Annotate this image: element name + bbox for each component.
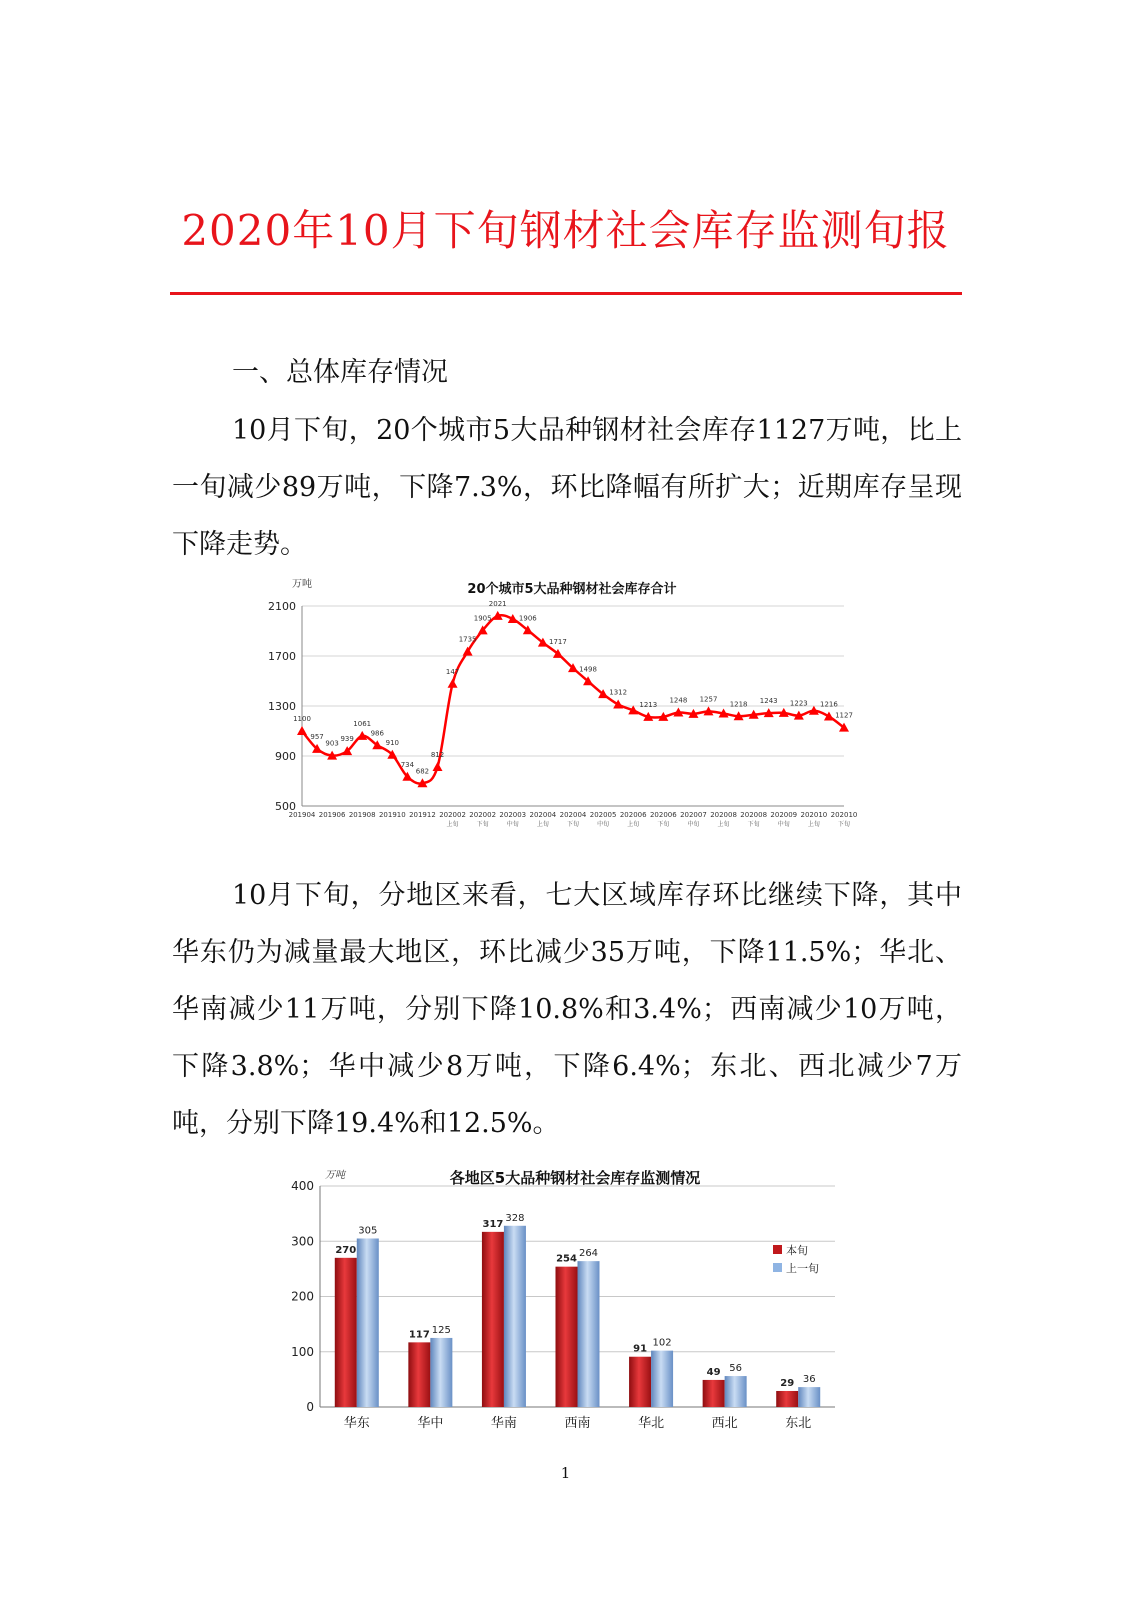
title-divider [170, 292, 962, 295]
x-tick-label: 201910 [378, 811, 406, 819]
x-tick-label: 202009 [770, 811, 798, 819]
x-tick-label: 201908 [348, 811, 376, 819]
bar-value-label: 270 [335, 1244, 357, 1256]
x-tick-sublabel: 中旬 [597, 821, 610, 828]
x-tick-sublabel: 下旬 [566, 821, 580, 828]
bar-previous [578, 1261, 600, 1407]
x-tick-sublabel: 中旬 [777, 821, 790, 828]
x-category-label: 华南 [490, 1416, 517, 1431]
bar-previous [651, 1351, 673, 1407]
y-tick-label: 500 [275, 800, 296, 813]
data-label: 1216 [820, 700, 838, 709]
data-label: 1100 [293, 715, 311, 723]
data-label: 910 [385, 738, 400, 747]
section-heading: 一、总体库存情况 [232, 357, 448, 388]
bar-current [629, 1357, 651, 1407]
data-label: 939 [340, 735, 354, 744]
x-tick-label: 202008 [740, 811, 768, 819]
x-tick-sublabel: 下旬 [747, 821, 760, 828]
x-category-label: 华中 [417, 1416, 444, 1431]
x-tick-label: 202003 [499, 811, 527, 819]
x-tick-label: 202006 [619, 811, 647, 819]
legend-swatch [773, 1245, 782, 1254]
x-tick-label: 202010 [800, 811, 828, 819]
data-label: 1243 [759, 697, 778, 706]
data-label: 812 [430, 751, 445, 759]
bar-value-label: 117 [408, 1329, 430, 1341]
data-label: 1905 [473, 614, 492, 623]
y-tick-label: 300 [291, 1234, 314, 1249]
data-label: 1312 [609, 688, 628, 697]
x-tick-sublabel: 下旬 [837, 821, 851, 828]
data-label: 682 [415, 767, 430, 776]
bar-previous [504, 1226, 526, 1407]
bar-current [556, 1267, 578, 1407]
y-unit-label: 万吨 [292, 579, 312, 590]
x-tick-sublabel: 下旬 [657, 821, 670, 828]
x-tick-label: 201906 [318, 811, 346, 819]
bar-value-label: 29 [780, 1377, 795, 1389]
bar-previous [725, 1376, 747, 1407]
bar-value-label: 264 [578, 1248, 599, 1260]
y-unit-label: 万吨 [325, 1170, 345, 1181]
bar-current [335, 1258, 357, 1407]
legend-label: 本旬 [786, 1244, 808, 1257]
data-label: 1735 [458, 635, 477, 644]
bar-current [776, 1391, 798, 1407]
x-tick-sublabel: 上旬 [627, 821, 640, 828]
bar-current [482, 1232, 504, 1407]
x-category-label: 东北 [785, 1416, 812, 1431]
data-label: 1223 [789, 699, 808, 708]
y-tick-label: 0 [306, 1400, 314, 1414]
data-label: 1061 [353, 719, 372, 728]
bar-current [703, 1380, 725, 1407]
data-label: 1906 [518, 614, 537, 623]
data-label: 1127 [835, 711, 853, 720]
data-label: 957 [310, 732, 324, 741]
y-tick-label: 900 [275, 750, 296, 763]
data-label: 903 [325, 739, 339, 748]
bar-previous [798, 1387, 820, 1407]
page-number: 1 [560, 1464, 571, 1482]
bar-value-label: 254 [556, 1253, 577, 1265]
x-tick-sublabel: 上旬 [717, 821, 730, 828]
x-tick-label: 202010 [830, 811, 858, 819]
bar-previous [357, 1238, 379, 1407]
x-tick-sublabel: 上旬 [446, 821, 459, 828]
bar-value-label: 328 [505, 1212, 525, 1224]
x-tick-label: 201904 [288, 811, 316, 819]
x-tick-label: 202006 [649, 811, 677, 819]
data-label: 1218 [729, 700, 748, 709]
x-tick-label: 202004 [559, 811, 587, 819]
report-title: 2020年10月下旬钢材社会库存监测旬报 [181, 206, 950, 255]
x-tick-label: 202002 [469, 811, 497, 819]
x-tick-sublabel: 中旬 [687, 821, 700, 828]
x-tick-label: 201912 [409, 811, 436, 819]
chart-title: 20个城市5大品种钢材社会库存合计 [467, 582, 677, 597]
bar-current [408, 1342, 430, 1407]
x-tick-sublabel: 上旬 [536, 821, 549, 828]
y-tick-label: 100 [291, 1344, 314, 1359]
x-tick-label: 202004 [529, 811, 557, 819]
legend-label: 上一旬 [786, 1262, 819, 1275]
data-label: 2021 [488, 599, 507, 608]
paragraph-overall-inventory: 10月下旬，20个城市5大品种钢材社会库存1127万吨，比上一旬减少89万吨，下降7.3%，环比降幅有所扩大；近期库存呈现下降走势。 [172, 415, 962, 560]
bar-value-label: 49 [706, 1366, 721, 1378]
paragraph-regional-inventory: 10月下旬，分地区来看，七大区域库存环比继续下降，其中华东仍为减量最大地区，环比减少35万吨，下降11.5%；华北、华南减少11万吨，分别下降10.8%和3.4%；西南减少10万吨，下降3.8%；华中减少8万吨，下降6.4%；东北、西北减少7万吨，分别下降19.4%和12.5%。 [172, 880, 962, 1139]
bar-value-label: 125 [431, 1324, 451, 1336]
x-tick-label: 202007 [680, 811, 707, 819]
chart-title: 各地区5大品种钢材社会库存监测情况 [449, 1169, 701, 1187]
x-category-label: 西南 [564, 1416, 591, 1431]
x-category-label: 华北 [638, 1416, 665, 1431]
bar-value-label: 36 [802, 1374, 816, 1386]
bar-value-label: 317 [482, 1218, 504, 1230]
x-category-label: 西北 [711, 1416, 738, 1431]
bar-chart-regional-inventory [291, 1169, 850, 1450]
bar-previous [430, 1338, 452, 1407]
data-label: 1498 [579, 665, 597, 674]
x-tick-label: 202005 [589, 811, 617, 819]
x-tick-sublabel: 下旬 [476, 821, 489, 828]
data-label: 1248 [669, 696, 688, 705]
data-label: 986 [370, 729, 384, 738]
data-label: 1717 [549, 637, 567, 646]
y-tick-label: 1700 [268, 650, 296, 663]
data-label: 734 [400, 760, 415, 769]
bar-value-label: 56 [729, 1363, 743, 1375]
x-tick-label: 202002 [439, 811, 466, 819]
bar-value-label: 91 [633, 1343, 648, 1355]
bar-value-label: 102 [652, 1337, 672, 1349]
y-tick-label: 1300 [268, 700, 296, 713]
legend-swatch [773, 1263, 782, 1272]
data-label: 147 [445, 667, 460, 676]
x-category-label: 华东 [343, 1416, 370, 1431]
y-tick-label: 200 [291, 1289, 314, 1304]
data-label: 1257 [699, 695, 718, 704]
x-tick-sublabel: 中旬 [506, 821, 519, 828]
x-tick-label: 202008 [710, 811, 737, 819]
bar-value-label: 305 [358, 1225, 378, 1237]
y-tick-label: 2100 [268, 600, 296, 613]
line-chart-total-inventory [262, 575, 862, 835]
x-tick-sublabel: 上旬 [807, 821, 820, 828]
y-tick-label: 400 [291, 1179, 314, 1193]
data-label: 1213 [639, 700, 658, 709]
